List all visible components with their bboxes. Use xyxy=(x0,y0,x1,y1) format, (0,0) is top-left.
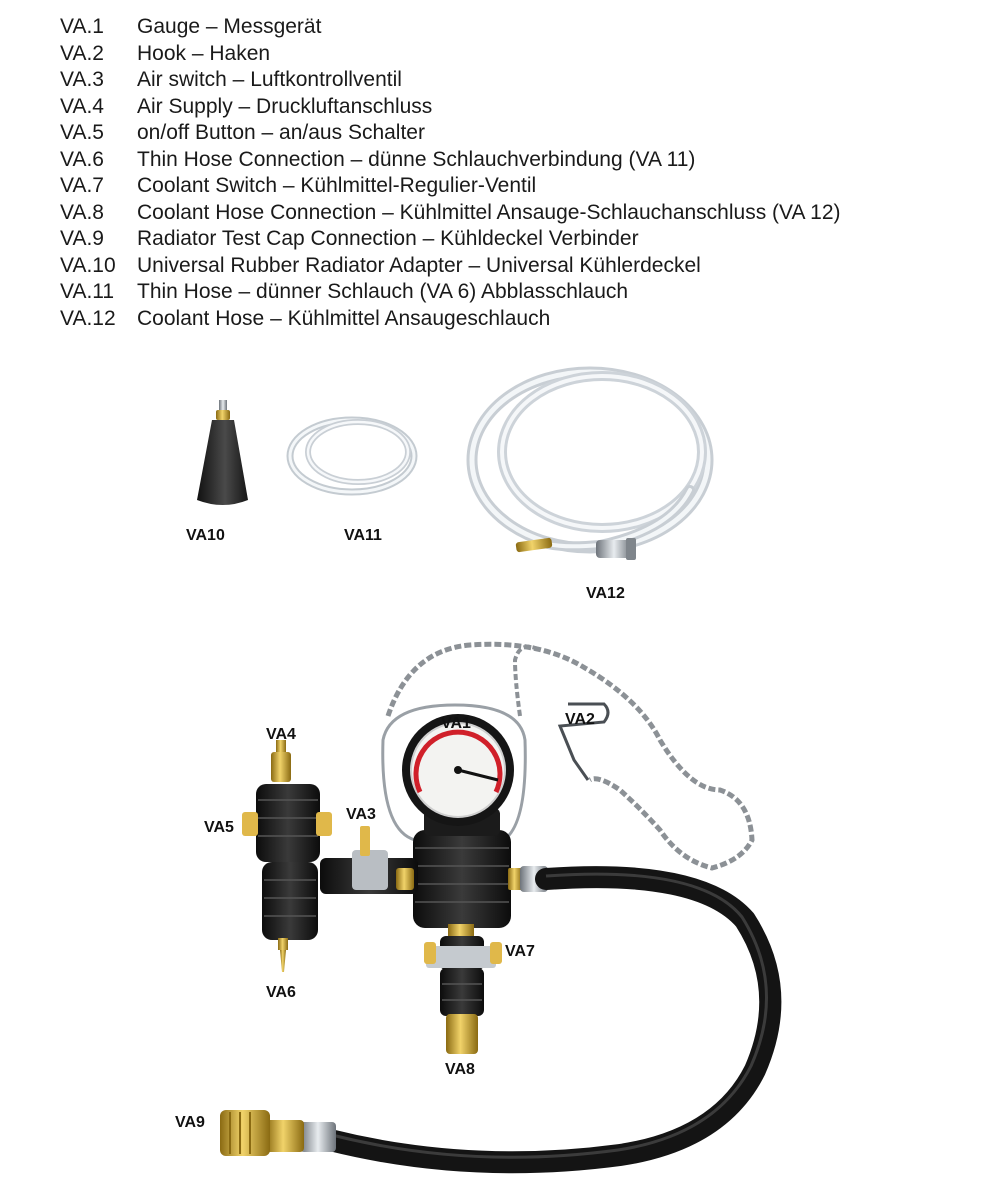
callout-va12: VA12 xyxy=(586,585,625,602)
legend-text: Radiator Test Cap Connection – Kühldeckel Verbinder xyxy=(137,227,639,250)
coolant-hose xyxy=(472,372,708,548)
legend-text: Gauge – Messgerät xyxy=(137,15,322,38)
callout-va3: VA3 xyxy=(346,806,376,823)
air-supply-block xyxy=(242,740,332,972)
legend-text: Thin Hose Connection – dünne Schlauchverbindung (VA 11) xyxy=(137,147,696,171)
legend-code: VA.6 xyxy=(60,147,104,171)
callout-va6: VA6 xyxy=(266,984,296,1001)
coolant-valve xyxy=(424,924,502,1054)
callout-va4: VA4 xyxy=(266,726,296,743)
thin-hose xyxy=(290,420,414,492)
legend-code: VA.10 xyxy=(60,253,116,277)
legend-text: Air Supply – Druckluftanschluss xyxy=(137,94,433,118)
legend-text: Coolant Hose – Kühlmittel Ansaugeschlauch xyxy=(137,306,551,330)
callout-va9: VA9 xyxy=(175,1114,205,1131)
radiator-hose xyxy=(330,866,770,1162)
pressure-gauge xyxy=(402,714,514,836)
legend-code: VA.7 xyxy=(60,174,104,197)
legend-text: Thin Hose – dünner Schlauch (VA 6) Abblasschlauch xyxy=(137,280,629,303)
legend-code: VA.9 xyxy=(60,227,104,250)
legend-text: Hook – Haken xyxy=(137,41,271,65)
legend-code: VA.5 xyxy=(60,121,104,144)
legend-code: VA.1 xyxy=(60,15,104,38)
radiator-test-cap-connector xyxy=(220,1110,336,1156)
legend-code: VA.11 xyxy=(60,280,115,303)
callout-va5: VA5 xyxy=(204,819,234,836)
callout-va11: VA11 xyxy=(344,527,382,544)
callout-va8: VA8 xyxy=(445,1061,475,1078)
legend-code: VA.4 xyxy=(60,94,104,118)
chain xyxy=(515,647,540,716)
callout-va10: VA10 xyxy=(186,527,225,544)
legend-text: Universal Rubber Radiator Adapter – Universal Kühlerdeckel xyxy=(137,253,701,277)
legend-text: Coolant Switch – Kühlmittel-Regulier-Ventil xyxy=(137,174,537,197)
legend-code: VA.3 xyxy=(60,68,104,91)
legend-text: Air switch – Luftkontrollventil xyxy=(137,68,402,91)
legend-code: VA.12 xyxy=(60,306,116,330)
legend-code: VA.8 xyxy=(60,200,104,224)
callout-va1: VA1 xyxy=(441,715,471,732)
legend-code: VA.2 xyxy=(60,41,104,65)
legend-text: Coolant Hose Connection – Kühlmittel Ansauge-Schlauchanschluss (VA 12) xyxy=(137,200,841,224)
main-tester-body xyxy=(320,830,511,928)
callout-va7: VA7 xyxy=(505,943,535,960)
callout-va2: VA2 xyxy=(565,711,595,728)
rubber-radiator-adapter xyxy=(197,400,248,505)
legend-text: on/off Button – an/aus Schalter xyxy=(137,121,425,144)
